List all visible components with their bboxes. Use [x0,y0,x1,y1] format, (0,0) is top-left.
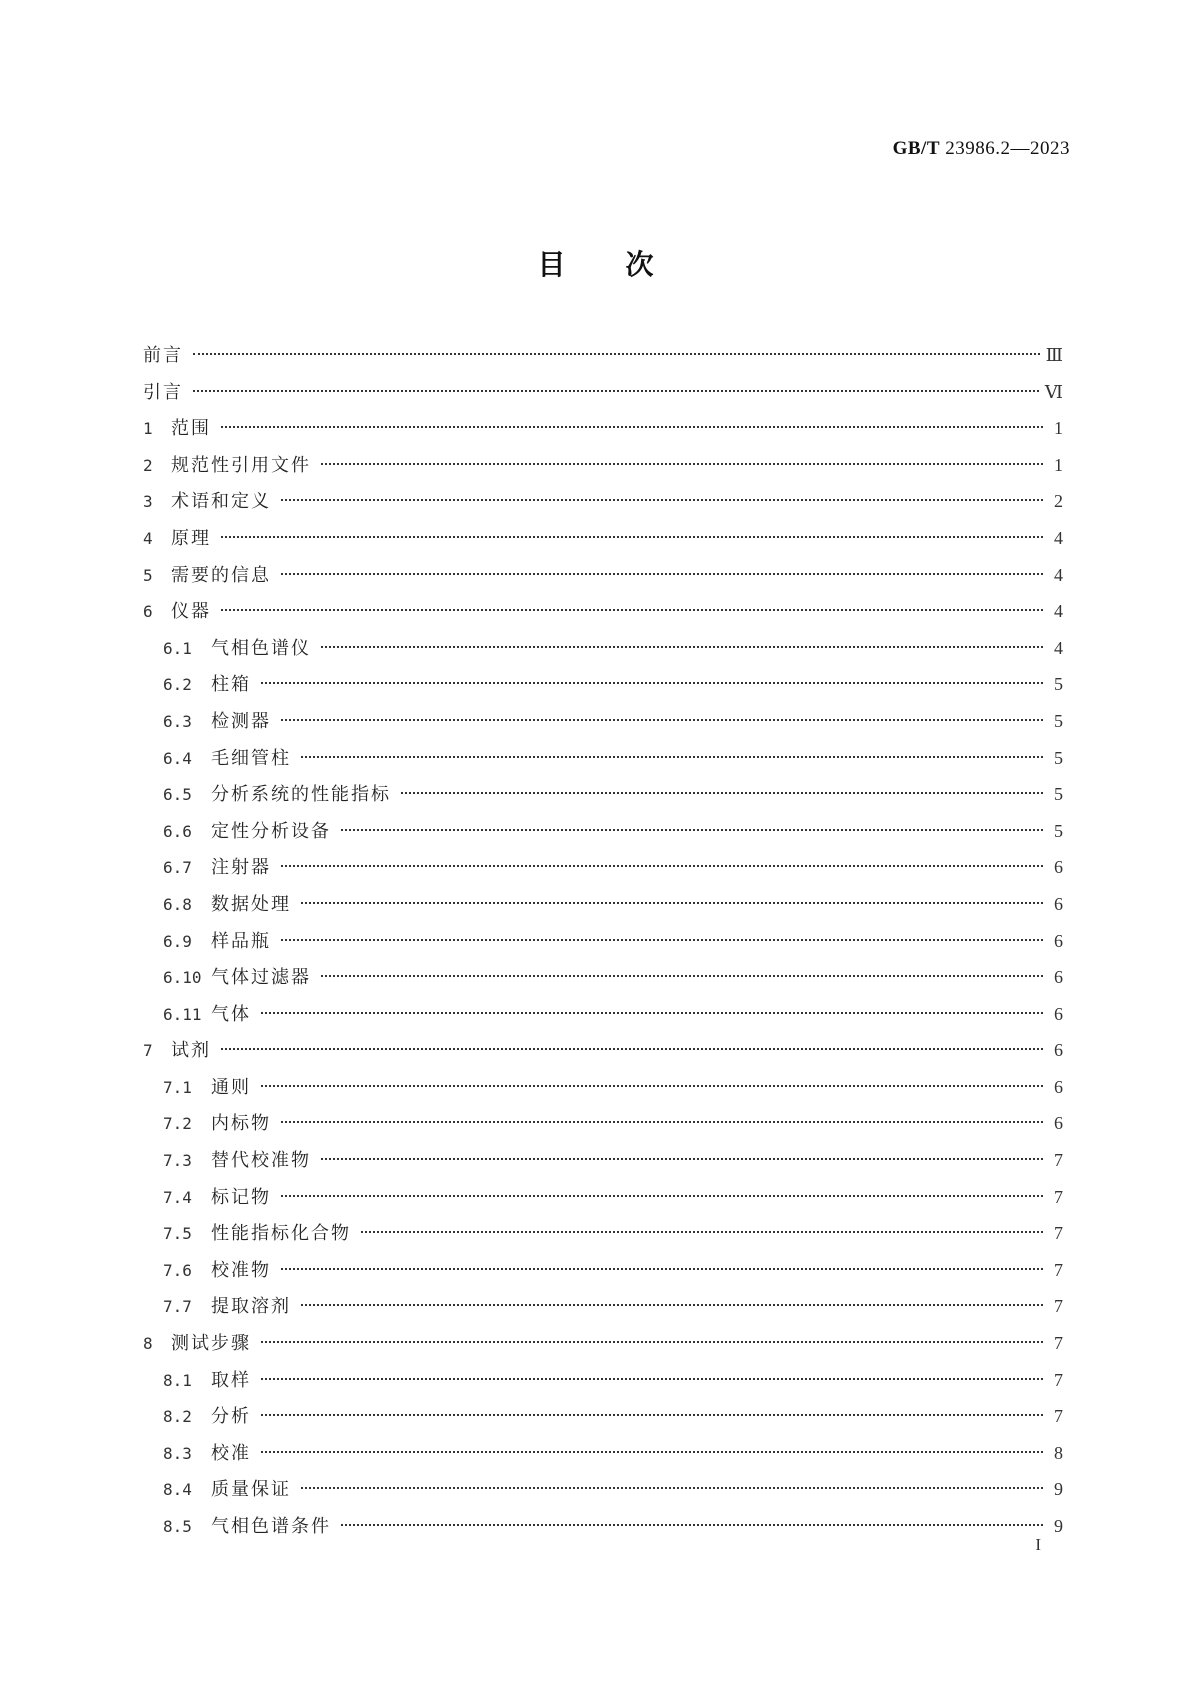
toc-entry-page: 6 [1054,1040,1063,1061]
toc-dot-leader [221,536,1043,538]
toc-entry-page: 5 [1054,710,1063,731]
toc-dot-leader [301,1304,1043,1306]
toc-dot-leader [321,1158,1043,1160]
toc-entry[interactable] [143,1362,1063,1399]
toc-entry-label: 内标物 [211,1113,271,1135]
toc-entry-page: 7 [1054,1186,1063,1207]
toc-entry-label: 分析系统的性能指标 [211,784,391,806]
toc-entry[interactable] [143,740,1063,777]
toc-entry-page: 7 [1054,1150,1063,1171]
toc-entry[interactable] [143,1142,1063,1179]
toc-entry[interactable] [143,410,1063,447]
toc-entry-page: 7 [1054,1369,1063,1390]
toc-entry[interactable] [143,886,1063,923]
toc-entry-label: 定性分析设备 [211,820,331,842]
toc-entry-page: 6 [1054,1076,1063,1097]
toc-entry[interactable] [143,703,1063,740]
toc-entry[interactable] [143,1105,1063,1142]
toc-entry-number: 7.4 [163,1187,192,1207]
toc-dot-leader [281,939,1043,941]
toc-dot-leader [321,975,1043,977]
toc-dot-leader [261,1085,1043,1087]
toc-entry-number: 7.2 [163,1114,192,1134]
toc-entry-label: 校准 [211,1442,251,1464]
toc-entry-number: 7.1 [163,1077,192,1097]
toc-entry-number: 6.8 [163,894,192,914]
toc-entry-number: 8.5 [163,1517,192,1536]
toc-entry[interactable] [143,374,1063,411]
toc-entry-number: 6.7 [163,858,192,878]
toc-dot-leader [193,390,1039,392]
toc-entry-label: 取样 [211,1369,251,1391]
toc-entry-number: 8.2 [163,1407,192,1427]
toc-dot-leader [321,646,1043,648]
toc-entry-label: 质量保证 [211,1479,291,1501]
toc-entry-label: 规范性引用文件 [171,454,311,476]
toc-dot-leader [281,573,1043,575]
toc-entry-number: 7.7 [163,1297,192,1317]
toc-entry-label: 标记物 [211,1186,271,1208]
toc-entry-page: 8 [1054,1442,1063,1463]
toc-entry-label: 术语和定义 [171,491,271,513]
toc-entry-page: 9 [1054,1479,1063,1500]
toc-entry[interactable] [143,483,1063,520]
toc-dot-leader [321,463,1043,465]
page-number: I [1035,1535,1041,1554]
toc-dot-leader [281,1121,1043,1123]
toc-entry[interactable] [143,1215,1063,1252]
toc-entry-page: 6 [1054,893,1063,914]
toc-entry[interactable] [143,337,1063,374]
toc-entry-number: 6.11 [163,1004,202,1024]
toc-entry-label: 引言 [143,381,183,403]
toc-entry-label: 气相色谱条件 [211,1516,331,1537]
toc-entry-label: 柱箱 [211,674,251,696]
toc-entry[interactable] [143,1398,1063,1435]
toc-entry[interactable] [143,1471,1063,1508]
toc-dot-leader [341,1524,1043,1526]
toc-entry[interactable] [143,666,1063,703]
toc-entry-number: 6.3 [163,711,192,731]
toc-entry-label: 替代校准物 [211,1150,311,1172]
toc-entry[interactable] [143,959,1063,996]
toc-entry[interactable] [143,630,1063,667]
toc-entry[interactable] [143,557,1063,594]
toc-entry-label: 样品瓶 [211,930,271,952]
toc-entry-page: 5 [1054,820,1063,841]
toc-entry-page: 5 [1054,747,1063,768]
toc-dot-leader [301,1487,1043,1489]
toc-dot-leader [281,1268,1043,1270]
toc-entry-number: 6.5 [163,785,192,805]
toc-dot-leader [301,902,1043,904]
toc-entry-page: 4 [1054,564,1063,585]
toc-entry-page: Ⅲ [1045,345,1063,365]
toc-entry-page: 5 [1054,784,1063,805]
standard-code: 23986.2—2023 [945,138,1070,159]
toc-entry-page: Ⅵ [1044,381,1063,402]
toc-entry-number: 6.6 [163,821,192,841]
toc-entry-label: 性能指标化合物 [211,1223,351,1245]
standard-number [893,138,1070,160]
toc-dot-leader [221,426,1043,428]
toc-entry-page: 6 [1054,857,1063,878]
toc-entry-number: 6.10 [163,968,202,988]
toc-entry-page: 7 [1054,1259,1063,1280]
toc-dot-leader [401,792,1043,794]
toc-entry-number: 6.4 [163,748,192,768]
toc-entry-page: 6 [1054,967,1063,988]
toc-entry[interactable] [143,996,1063,1033]
toc-entry-page: 2 [1054,491,1063,512]
toc-dot-leader [261,682,1043,684]
toc-entry-number: 6 [143,602,153,622]
toc-entry-number: 7 [143,1041,153,1061]
toc-entry-page: 9 [1054,1516,1063,1536]
toc-entry[interactable] [143,593,1063,630]
toc-entry[interactable] [143,849,1063,886]
toc-entry-number: 8 [143,1334,153,1354]
toc-entry-label: 毛细管柱 [211,747,291,769]
toc-entry[interactable] [143,1288,1063,1325]
standard-prefix: GB/T [892,138,940,159]
toc-entry-number: 6.9 [163,931,192,951]
toc-entry-page: 4 [1054,637,1063,658]
toc-entry-number: 8.4 [163,1480,192,1500]
toc-entry-label: 仪器 [171,601,211,623]
toc-entry-label: 数据处理 [211,893,291,915]
toc-dot-leader [261,1451,1043,1453]
toc-entry-page: 7 [1054,1333,1063,1354]
toc-entry[interactable] [143,1508,1063,1545]
toc-entry-number: 3 [143,492,153,512]
toc-entry-label: 气相色谱仪 [211,637,311,659]
toc-entry-label: 检测器 [211,710,271,732]
toc-dot-leader [281,1195,1043,1197]
toc-entry-number: 4 [143,528,153,548]
toc-dot-leader [261,1012,1043,1014]
toc-entry-number: 8.3 [163,1443,192,1463]
toc-entry-page: 7 [1054,1223,1063,1244]
toc-entry-label: 分析 [211,1406,251,1428]
toc-dot-leader [221,609,1043,611]
toc-dot-leader [261,1341,1043,1343]
toc-dot-leader [261,1414,1043,1416]
toc-entry-label: 气体 [211,1003,251,1025]
toc-entry-number: 2 [143,455,153,475]
toc-entry[interactable] [143,1179,1063,1216]
toc-entry-number: 7.3 [163,1151,192,1171]
toc-entry[interactable] [143,1069,1063,1106]
toc-dot-leader [221,1048,1043,1050]
toc-entry-page: 6 [1054,1113,1063,1134]
toc-entry-page: 5 [1054,674,1063,695]
toc-entry-number: 5 [143,565,153,585]
toc-entry-label: 范围 [171,418,211,440]
toc-dot-leader [341,829,1043,831]
toc-entry[interactable] [143,813,1063,850]
toc-dot-leader [261,1378,1043,1380]
toc-entry-label: 提取溶剂 [211,1296,291,1318]
toc-entry-page: 7 [1054,1406,1063,1427]
toc-list [143,337,1063,1545]
toc-entry[interactable] [143,776,1063,813]
toc-entry[interactable] [143,1325,1063,1362]
toc-entry-label: 需要的信息 [171,564,271,586]
toc-entry[interactable] [143,1032,1063,1069]
toc-entry-page: 4 [1054,527,1063,548]
toc-entry[interactable] [143,1435,1063,1472]
toc-entry-page: 7 [1054,1296,1063,1317]
toc-dot-leader [281,719,1043,721]
toc-entry-number: 7.5 [163,1224,192,1244]
toc-entry-label: 校准物 [211,1259,271,1281]
toc-entry-label: 测试步骤 [171,1333,251,1355]
toc-entry-label: 注射器 [211,857,271,879]
toc-entry-label: 通则 [211,1076,251,1098]
toc-entry-page: 6 [1054,1003,1063,1024]
toc-entry[interactable] [143,447,1063,484]
toc-entry-number: 6.2 [163,675,192,695]
toc-entry-number: 8.1 [163,1370,192,1390]
toc-entry-page: 1 [1054,418,1063,439]
toc-entry-label: 原理 [171,527,211,549]
toc-entry[interactable] [143,520,1063,557]
toc-entry-label: 试剂 [171,1040,211,1062]
toc-dot-leader [281,865,1043,867]
toc-entry-number: 1 [143,419,153,439]
toc-entry[interactable] [143,923,1063,960]
toc-entry-number: 6.1 [163,638,192,658]
toc-entry[interactable] [143,1252,1063,1289]
toc-title: 目次 [537,248,714,281]
toc-dot-leader [301,756,1043,758]
toc-entry-label: 前言 [143,345,183,366]
toc-entry-number: 7.6 [163,1260,192,1280]
toc-dot-leader [193,353,1040,355]
toc-dot-leader [281,499,1043,501]
toc-entry-page: 6 [1054,930,1063,951]
toc-dot-leader [361,1231,1043,1233]
toc-entry-page: 1 [1054,454,1063,475]
toc-entry-label: 气体过滤器 [211,967,311,989]
toc-entry-page: 4 [1054,601,1063,622]
